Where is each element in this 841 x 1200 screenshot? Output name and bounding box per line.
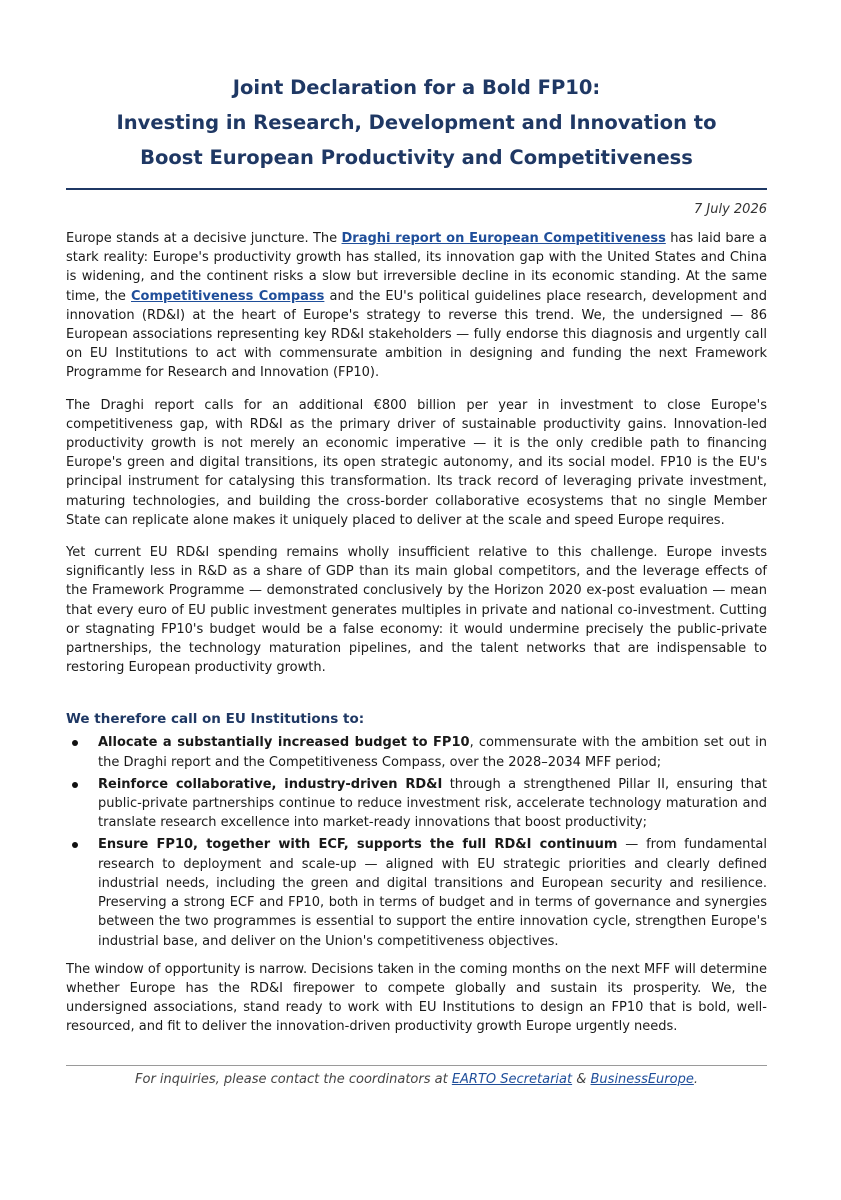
footer-divider (66, 1065, 767, 1066)
bullet-icon (72, 740, 78, 746)
title-line-2: Investing in Research, Development and Innovation to (116, 111, 717, 134)
footer-period: . (693, 1071, 698, 1087)
title-line-3: Boost European Productivity and Competitiveness (140, 146, 693, 169)
footer-text: For inquiries, please contact the coordinators at (135, 1071, 452, 1087)
list-item-bold: Allocate a substantially increased budget to FP10 (98, 735, 470, 751)
footer-ampersand: & (572, 1071, 591, 1087)
businesseurope-link[interactable]: BusinessEurope (590, 1071, 694, 1087)
paragraph-conclusion: The window of opportunity is narrow. Decisions taken in the coming months on the next MFF will determine whether Europe has the RD&I firepower to compete globally and sustain its prosperity. We, the undersigned associations, stand ready to work with EU Institutions to design an FP10 that is bold, well-resourced, and fit to deliver the innovation-driven productivity growth Europe urgently needs. (66, 961, 767, 1035)
intro-text-start: Europe stands at a decisive juncture. The (66, 231, 342, 246)
call-heading: We therefore call on EU Institutions to: (66, 711, 365, 728)
paragraph-draghi-investment: The Draghi report calls for an additional €800 billion per year in investment to close Europe's competitiveness gap, with RD&I as the primary driver of sustainable productivity gains. Innovation-led productivity growth is not merely an economic imperative — it is the only credible path to financing Europe's green and digital transitions, its open strategic autonomy, and its social model. FP10 is the EU's principal instrument for catalysing this transformation. Its track record of leveraging private investment, maturing technologies, and building the cross-border collaborative ecosystems that no single Member State can replicate alone makes it uniquely placed to deliver at the scale and speed Europe requires. (66, 397, 767, 528)
intro-text-middle: has laid bare a stark reality: Europe's productivity growth has stalled, its innovation gap with the United States and China is widening, and the continent risks a slow but irreversible decline in its economic standing. At the same time, the (66, 231, 767, 304)
bullet-icon (72, 782, 78, 788)
list-item-text: through a strengthened Pillar II, ensuring that public-private partnerships continue to reduce investment risk, accelerate technology maturation and translate research excellence into market-ready innovations that boost productivity; (98, 776, 768, 831)
list-item (66, 733, 767, 771)
competitiveness-compass-link[interactable]: Competitiveness Compass (131, 288, 325, 304)
title-divider (66, 188, 767, 190)
list-item (66, 835, 767, 950)
call-list (66, 733, 767, 950)
paragraph-spending: Yet current EU RD&I spending remains wholly insufficient relative to this challenge. Europe invests significantly less in R&D as a share of GDP than its main global competitors, and the leverage effects of the Framework Programme — demonstrated conclusively by the Horizon 2020 ex-post evaluation — mean that every euro of EU public investment generates multiples in private and national co-investment. Cutting or stagnating FP10's budget would be a false economy: it would undermine precisely the public-private partnerships, the technology maturation pipelines, and the talent networks that are indispensable to restoring European productivity growth. (66, 545, 767, 676)
list-item (66, 775, 767, 833)
list-item-text: — from fundamental research to deployment and scale-up — aligned with EU strategic priorities and clearly defined industrial needs, including the green and digital transitions and European security and resilience. Preserving a strong ECF and FP10, both in terms of budget and in terms of governance and synergies between the two programmes is essential to support the entire innovation cycle, strengthen Europe's industrial base, and deliver on the Union's competitiveness objectives. (98, 837, 767, 949)
footer-contact (66, 1072, 767, 1087)
bullet-icon (72, 842, 78, 848)
document-date: 7 July 2026 (694, 202, 767, 217)
document-title (66, 0, 767, 175)
title-line-1: Joint Declaration for a Bold FP10: (232, 76, 601, 99)
intro-text-end: and the EU's political guidelines place research, development and innovation (RD&I) at the heart of Europe's strategy to reverse this trend. We, the undersigned — 86 European associations representing key RD&I stakeholders — fully endorse this diagnosis and urgently call on EU Institutions to act with commensurate ambition in designing and funding the next Framework Programme for Research and Innovation (FP10). (66, 288, 768, 381)
list-item-text: , commensurate with the ambition set out in the Draghi report and the Competitiveness Compass, over the 2028–2034 MFF period; (98, 735, 767, 770)
paragraph-intro (66, 229, 767, 383)
draghi-report-link[interactable]: Draghi report on European Competitiveness (341, 231, 666, 246)
list-item-bold: Ensure FP10, together with ECF, supports the full RD&I continuum (98, 837, 618, 853)
list-item-bold: Reinforce collaborative, industry-driven RD&I (98, 776, 443, 792)
earto-secretariat-link[interactable]: EARTO Secretariat (451, 1071, 573, 1087)
